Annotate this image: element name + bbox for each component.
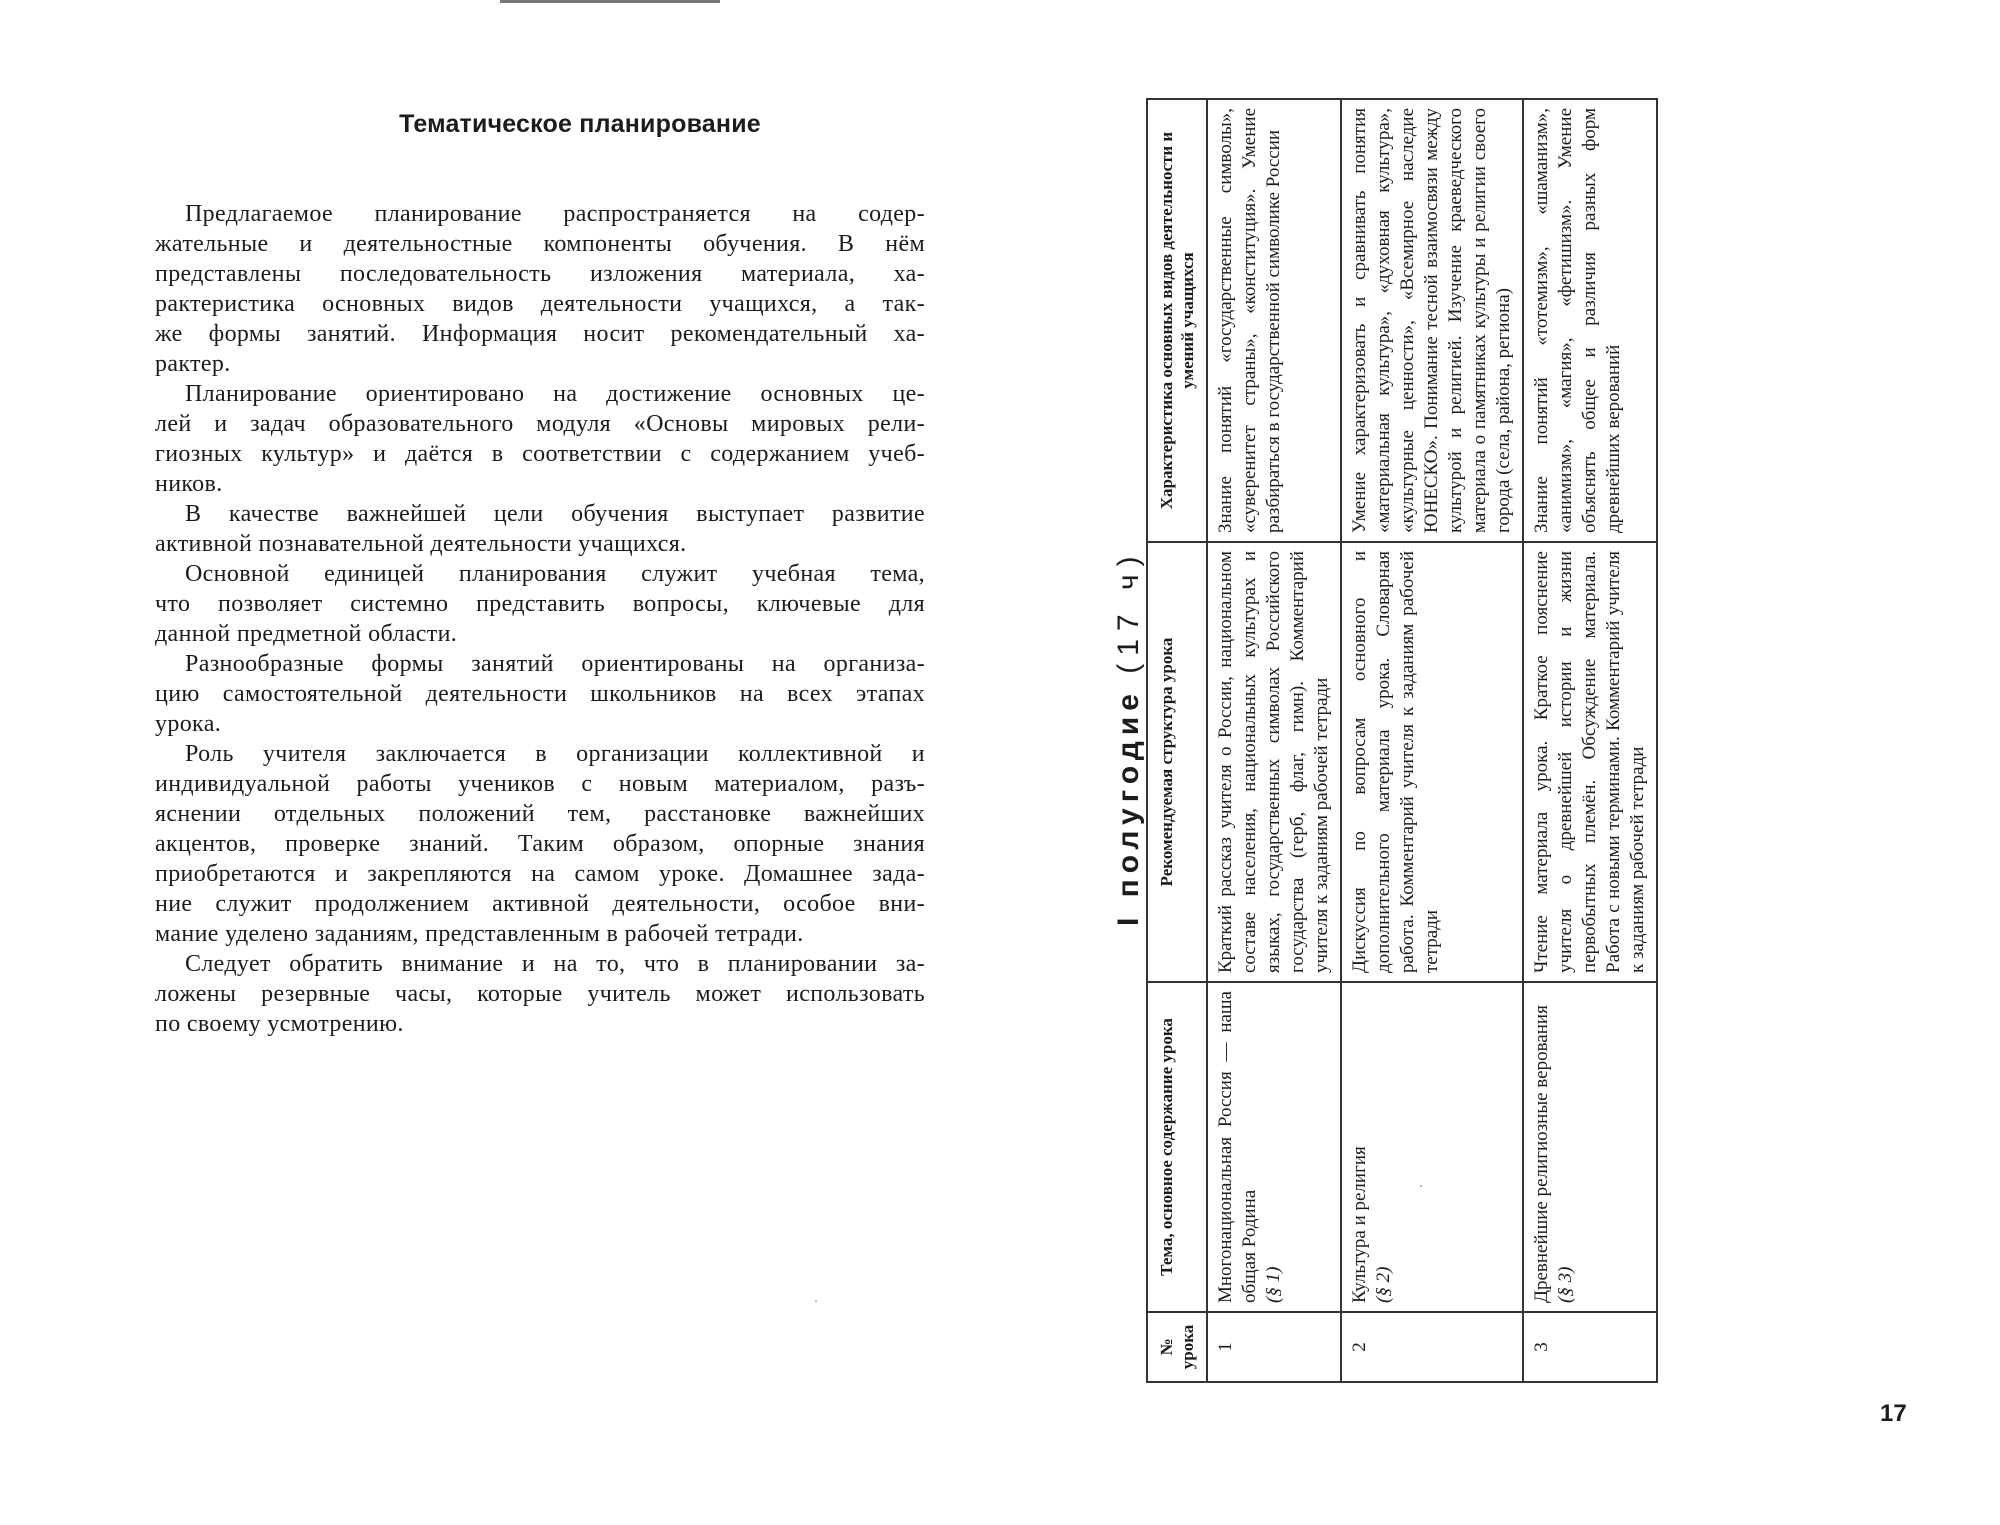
top-decorative-rule — [500, 0, 720, 3]
text-line: Предлагаемое планирование распространяется на содер- — [185, 201, 925, 227]
text-line: лей и задач образовательного модуля «Основы мировых рели- — [155, 411, 925, 437]
lesson-plan-rotated-section — [1100, 93, 1910, 1383]
intro-text — [155, 199, 925, 1039]
text-line: рактер. — [155, 351, 231, 377]
text-line: индивидуальной работы учеников с новым материалом, разъ- — [155, 771, 925, 797]
text-line: ложены резервные часы, которые учитель может использовать — [155, 981, 925, 1007]
lesson-plan-table — [1146, 98, 1658, 1383]
header-topic: Тема, основное содержание урока — [1147, 982, 1207, 1312]
text-line: акцентов, проверке знаний. Таким образом, опорные знания — [155, 831, 925, 857]
topic-text: Древнейшие религиозные верования — [1531, 1005, 1552, 1303]
lesson-topic — [1207, 982, 1341, 1312]
lesson-structure: Краткий рассказ учителя о России, национальном составе населения, национальных культурах и языках, государственных символах Российского государства (герб, флаг, гимн). Комментарий учителя к заданиям рабочей тетради — [1207, 542, 1341, 982]
print-speck — [1420, 1185, 1422, 1187]
paragraph — [155, 649, 925, 739]
text-line: приобретаются и закрепляются на самом уроке. Домашнее зада- — [155, 861, 925, 887]
lesson-number: 3 — [1523, 1312, 1657, 1382]
text-line: урока. — [155, 711, 222, 737]
paragraph — [155, 949, 925, 1039]
text-line: жательные и деятельностные компоненты обучения. В нём — [155, 231, 925, 257]
text-line: по своему усмотрению. — [155, 1011, 404, 1037]
page-number: 17 — [1880, 1400, 1907, 1427]
text-line: мание уделено заданиям, представленным в рабочей тетради. — [155, 921, 804, 947]
text-line: ние служит продолжением активной деятельности, особое вни- — [155, 891, 925, 917]
header-structure: Рекомендуемая структура урока — [1147, 542, 1207, 982]
text-line: В качестве важнейшей цели обучения выступает развитие — [185, 501, 925, 527]
lesson-characteristics: Знание понятий «тотемизм», «шаманизм», «анимизм», «магия», «фетишизм». Умение объяснять общее и различия разных форм древнейших верований — [1523, 99, 1657, 542]
topic-section: (§ 2) — [1373, 1266, 1394, 1303]
text-line: данной предметной области. — [155, 621, 458, 647]
table-row — [1341, 99, 1523, 1382]
table-row — [1523, 99, 1657, 1382]
lesson-topic — [1341, 982, 1523, 1312]
text-line: ников. — [155, 471, 223, 497]
table-header-row — [1147, 99, 1207, 1382]
text-line: активной познавательной деятельности учащихся. — [155, 531, 687, 557]
text-line: что позволяет системно представить вопросы, ключевые для — [155, 591, 925, 617]
paragraph — [155, 499, 925, 559]
paragraph — [155, 199, 925, 379]
paragraph — [155, 379, 925, 499]
text-line: же формы занятий. Информация носит рекомендательный ха- — [155, 321, 925, 347]
lesson-number: 2 — [1341, 1312, 1523, 1382]
table-row — [1207, 99, 1341, 1382]
text-line: Планирование ориентировано на достижение основных це- — [185, 381, 925, 407]
paragraph — [155, 559, 925, 649]
semester-title: I полугодие — [1112, 688, 1145, 926]
topic-section: (§ 1) — [1263, 1266, 1284, 1303]
topic-section: (§ 3) — [1555, 1266, 1576, 1303]
text-line: рактеристика основных видов деятельности учащихся, а так- — [155, 291, 925, 317]
lesson-characteristics: Умение характеризовать и сравнивать понятия «материальная культура», «духовная культура», «культурные ценности», «Всемирное наследие ЮНЕСКО». Понимание тесной взаимосвязи между культурой и религией. Изучение краеведческого материала о памятниках культуры и религии своего города (села, района, региона) — [1341, 99, 1523, 542]
text-line: яснении отдельных положений тем, расстановке важнейших — [155, 801, 925, 827]
text-line: Разнообразные формы занятий ориентированы на организа- — [185, 651, 925, 677]
lesson-structure: Дискуссия по вопросам основного и дополнительного материала урока. Словарная работа. Комментарий учителя к заданиям рабочей тетради — [1341, 542, 1523, 982]
paragraph — [155, 739, 925, 949]
text-line: представлены последовательность изложения материала, ха- — [155, 261, 925, 287]
lesson-number: 1 — [1207, 1312, 1341, 1382]
page-title: Тематическое планирование — [399, 110, 761, 138]
print-speck — [815, 1300, 817, 1302]
lesson-characteristics: Знание понятий «государственные символы», «суверенитет страны», «конституция». Умение разбираться в государственной символике России — [1207, 99, 1341, 542]
topic-text: Культура и религия — [1349, 1146, 1370, 1303]
text-line: Роль учителя заключается в организации коллективной и — [185, 741, 925, 767]
text-line: гиозных культур» и даётся в соответствии с содержанием учеб- — [155, 441, 925, 467]
header-characteristics: Характеристика основных видов деятельности и умений учащихся — [1147, 99, 1207, 542]
header-lesson-number: № урока — [1147, 1312, 1207, 1382]
text-line: Основной единицей планирования служит учебная тема, — [185, 561, 925, 587]
lesson-structure: Чтение материала урока. Краткое пояснение учителя о древнейшей истории и жизни первобытных племён. Обсуждение материала. Работа с новыми терминами. Комментарий учителя к заданиям рабочей тетради — [1523, 542, 1657, 982]
semester-hours: (17 ч) — [1112, 548, 1145, 674]
lesson-topic — [1523, 982, 1657, 1312]
left-page — [155, 110, 925, 1039]
text-line: Следует обратить внимание и на то, что в планировании за- — [185, 951, 925, 977]
text-line: цию самостоятельной деятельности школьников на всех этапах — [155, 681, 925, 707]
topic-text: Многонациональная Россия — наша общая Родина — [1215, 991, 1260, 1303]
